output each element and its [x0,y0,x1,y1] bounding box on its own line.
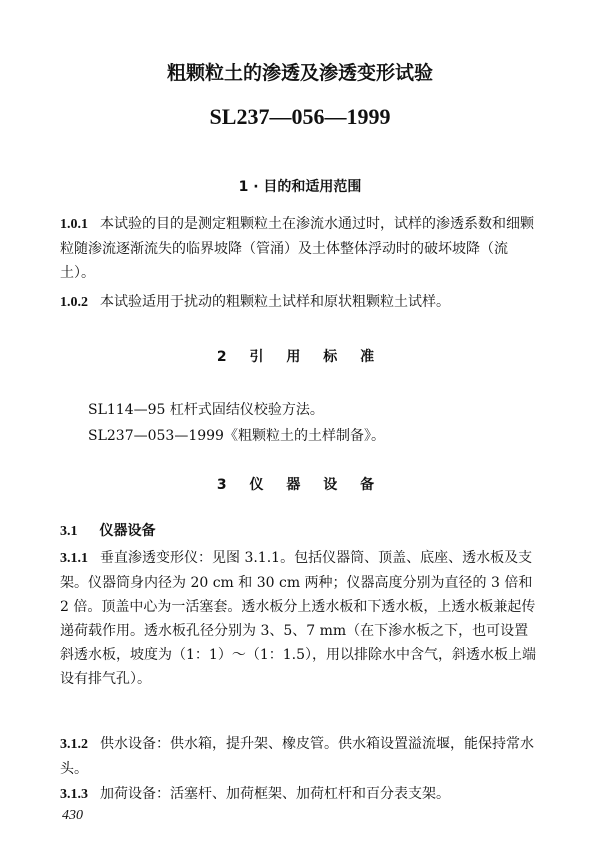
clause-text: 本试验适用于扰动的粗颗粒土试样和原状粗颗粒土试样。 [100,294,450,310]
section-heading-2: 2 引 用 标 准 [216,349,384,365]
clause-1-0-2 [60,290,540,315]
clause-number: 3.1.2 [60,737,88,752]
clause-number: 3.1 [60,524,78,539]
clause-text: 本试验的目的是测定粗颗粒土在渗流水通过时，试样的渗透系数和细颗粒随渗流逐渐流失的临界坡降（管涌）及土体整体浮动时的破坏坡降（流土）。 [60,216,534,281]
clause-text: 供水设备：供水箱，提升架、橡皮管。供水箱设置溢流堰，能保持常水头。 [60,736,534,777]
clause-number: 1.0.1 [60,217,88,232]
clause-number: 1.0.2 [60,295,88,310]
section-heading-1: 1 · 目的和适用范围 [238,179,362,195]
clause-3-1-2 [60,732,540,781]
clause-1-0-1 [60,212,540,285]
subsection-3-1 [60,520,156,540]
reference-item: SL114—95 杠杆式固结仪校验方法。 [88,402,324,418]
reference-item: SL237—053—1999《粗颗粒土的土样制备》。 [88,428,385,444]
clause-number: 3.1.1 [60,551,88,566]
clause-text: 加荷设备：活塞杆、加荷框架、加荷杠杆和百分表支架。 [100,786,450,802]
clause-text: 垂直渗透变形仪：见图 3.1.1。包括仪器筒、顶盖、底座、透水板及支架。仪器筒身内径为 20 cm 和 30 cm 两种；仪器高度分别为直径的 3 倍和 2 倍。顶盖中心为一活塞套。透水板分上透水板和下透水板，上透水板兼起传递荷载作用。透水板孔径分别为 3、5、7 mm（在下渗水板之下，也可设置斜透水板，坡度为（1：1）～（1：1.5），用以排除水中含气，斜透水板上端设有排气孔）。 [60,550,536,687]
standard-code: SL237—056—1999 [209,104,391,129]
page-number: 430 [62,808,83,823]
document-title: 粗颗粒土的渗透及渗透变形试验 [166,62,433,84]
clause-3-1-3 [60,782,540,807]
clause-3-1-1 [60,546,540,691]
subsection-title: 仪器设备 [99,523,156,539]
section-heading-3: 3 仪 器 设 备 [216,477,384,493]
clause-number: 3.1.3 [60,787,88,802]
